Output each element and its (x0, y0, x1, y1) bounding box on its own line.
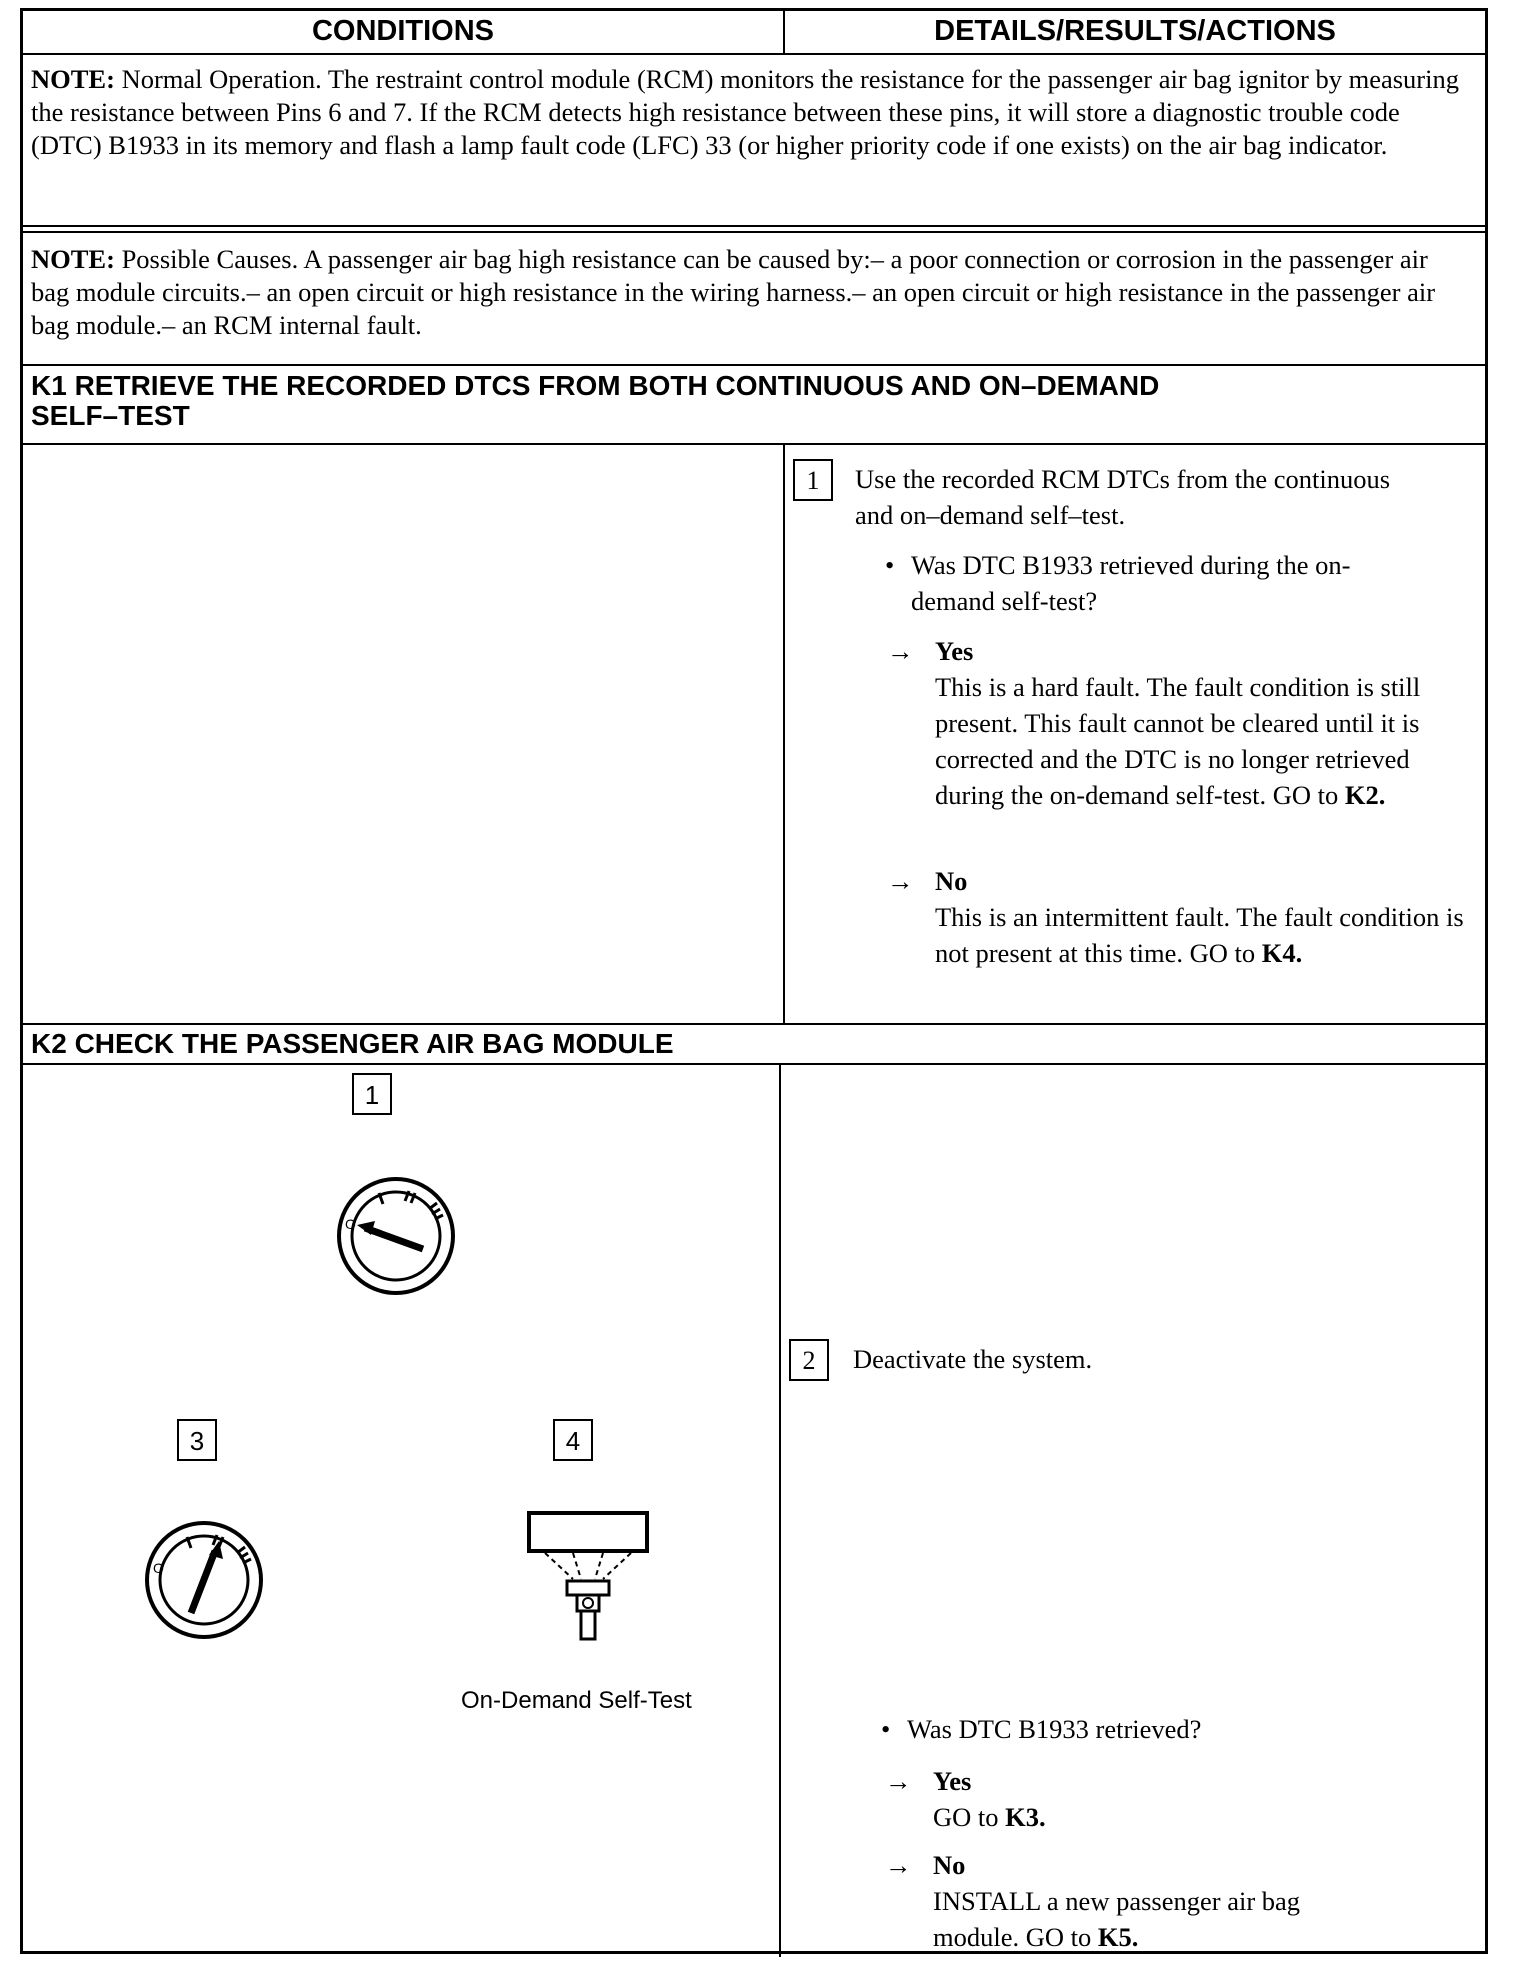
k2-title: K2 CHECK THE PASSENGER AIR BAG MODULE (31, 1028, 674, 1059)
k1-answer-yes (887, 633, 1465, 813)
arrow-glyph: → (887, 866, 914, 896)
figure-caption: On-Demand Self-Test (461, 1687, 692, 1714)
note-label: NOTE: (31, 244, 115, 274)
note-normal-operation (31, 63, 1469, 162)
k1-title: K1 RETRIEVE THE RECORDED DTCS FROM BOTH CONTINUOUS AND ON–DEMAND SELF–TEST (31, 370, 1160, 431)
note1-rule (23, 225, 1485, 227)
ignition-switch-run-icon (139, 1515, 269, 1645)
note2-rule (23, 364, 1485, 366)
note-text: Normal Operation. The restraint control module (RCM) monitors the resistance for the passenger air bag ignitor by measuring the resistance between Pins 6 and 7. If the RCM detects high resistance between these pins, it will store a diagnostic trouble code (DTC) B1933 in its memory and flash a lamp fault code (LFC) 33 (or higher priority code if one exists) on the air bag indicator. (31, 64, 1459, 160)
k2-answer-yes (885, 1763, 1383, 1835)
answer-text: This is a hard fault. The fault condition is still present. This fault cannot be cleared until it is corrected and the DTC is no longer retrieved during the on-demand self-test. GO to (935, 672, 1421, 810)
answer-text: INSTALL a new passenger air bag module. GO to (933, 1886, 1301, 1952)
conditions-header: CONDITIONS (311, 15, 495, 47)
k2-column-divider (779, 1063, 781, 1957)
goto-step: K5. (1097, 1922, 1139, 1952)
k1-question (885, 547, 1431, 619)
svg-text:O: O (345, 1216, 356, 1232)
bullet-glyph: • (881, 1714, 891, 1744)
goto-step: K4. (1261, 938, 1303, 968)
k1-column-divider (783, 443, 785, 1023)
k2-question (881, 1711, 1427, 1747)
ignition-switch-off-icon (331, 1171, 461, 1301)
step-number-box: 2 (789, 1339, 829, 1381)
header-divider (783, 11, 785, 53)
arrow-glyph: → (887, 636, 914, 666)
procedure-table (20, 8, 1488, 1954)
note-text: Possible Causes. A passenger air bag high resistance can be caused by:– a poor connection or corrosion in the passenger air bag module circuits.– an open circuit or high resistance in the wiring harness.– an open circuit or high resistance in the passenger air bag module.– an RCM internal fault. (31, 244, 1436, 340)
k1-bottom-rule (23, 1023, 1485, 1025)
header-rule (23, 53, 1485, 55)
note1-rule-double (23, 231, 1485, 233)
k2-step-text: Deactivate the system. (853, 1344, 1093, 1374)
k1-step-text: Use the recorded RCM DTCs from the continuous and on–demand self–test. (855, 464, 1391, 530)
svg-text:O: O (153, 1560, 164, 1576)
note-possible-causes (31, 243, 1469, 342)
figure-number-box: 4 (553, 1419, 593, 1461)
k1-answer-no (887, 863, 1465, 971)
goto-step: K3. (1005, 1802, 1046, 1832)
arrow-glyph: → (885, 1766, 912, 1796)
answer-label: No (933, 1850, 966, 1880)
step-number-box: 1 (793, 459, 833, 501)
answer-text: GO to (933, 1802, 1006, 1832)
k1-title-rule (23, 443, 1485, 445)
question-text: Was DTC B1933 retrieved? (907, 1714, 1202, 1744)
note-label: NOTE: (31, 64, 115, 94)
bullet-glyph: • (885, 550, 895, 580)
answer-label: Yes (933, 1766, 972, 1796)
answer-text: This is an intermittent fault. The fault condition is not present at this time. GO to (935, 902, 1464, 968)
answer-label: Yes (935, 636, 974, 666)
diagnostic-scan-tool-icon (523, 1507, 653, 1647)
question-text: Was DTC B1933 retrieved during the on-demand self-test? (911, 550, 1351, 616)
figure-number-box: 1 (352, 1073, 392, 1115)
details-header: DETAILS/RESULTS/ACTIONS (934, 15, 1336, 47)
k2-title-rule (23, 1063, 1485, 1065)
answer-label: No (935, 866, 968, 896)
arrow-glyph: → (885, 1850, 912, 1880)
goto-step: K2. (1344, 780, 1386, 810)
figure-number-box: 3 (177, 1419, 217, 1461)
k2-answer-no (885, 1847, 1383, 1955)
